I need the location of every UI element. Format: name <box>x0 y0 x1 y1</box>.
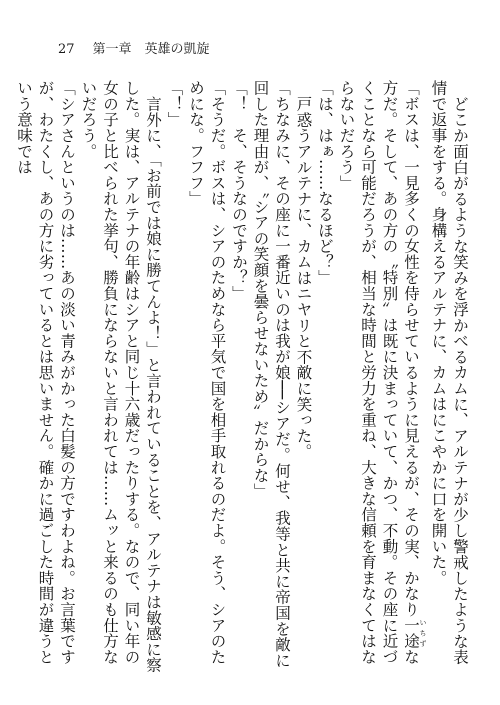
paragraph: どこか面白がるような笑みを浮かべるカムに、アルテナが少し警戒したような表情で返事をする。身構えるアルテナに、カムはにこやかに口を開いた。 <box>429 80 469 665</box>
dialogue-paragraph: 「ちなみに、その座に一番近いのは我が娘──シアだ。何せ、我等と共に帝国を敵に回した理由が、〝シアの笑顔を曇らせないため〟だからな」 <box>251 80 291 669</box>
dialogue-paragraph: 「シアさんというのは……あの淡い青みがかった白髪の方ですわよね。お言葉ですが、わたくし、あの方に劣っているとは思いません。確かに過ごした時間が違うという意味では <box>15 80 76 665</box>
dialogue-paragraph: 「は、はぁ……なるほど？」 <box>316 80 334 286</box>
paragraph: 言外に、「お前では娘に勝てんよ！」と言われていることを、アルテナは敏感に察した。実は、アルテナの年齢はシアと同じ十六歳だったりする。なので、同い年の女の子と比べられた挙句、勝負にならないと言われては……ムッと来るのも仕方ないだろう。 <box>79 80 162 673</box>
ruby-base: 一途 <box>402 617 420 649</box>
dialogue-paragraph <box>335 80 427 680</box>
running-header <box>58 38 210 57</box>
chapter-title: 第一章 英雄の凱旋 <box>92 42 210 57</box>
dialogue-paragraph: 「！」 <box>165 80 184 128</box>
dialogue-paragraph: 「そうだ。ボスは、シアのためなら平気で国を相手取れるのだよ。そう、シアのためにな。フフフ」 <box>187 80 227 665</box>
ruby-annotation: いちず <box>419 617 427 649</box>
ruby-word <box>402 617 427 649</box>
paragraph: 戸惑うアルテナに、カムはニヤリと不敵に笑った。 <box>294 95 313 459</box>
page-number: 27 <box>58 42 75 57</box>
text-run: 「ボスは、一見多くの女性を侍らせているように見えるが、その実、かなり <box>402 80 420 618</box>
text-run: な方だ。そして、あの方の〝特別〟は既に決まっていて、かつ、不動。その座に近づくことなら可能だろうが、相当な時間と労力を重ね、大きな信頼を育まなくてはならないだろう」 <box>337 80 420 665</box>
vertical-body-text <box>15 80 470 680</box>
dialogue-paragraph: 「！ そ、そうなのですか？」 <box>230 80 248 302</box>
